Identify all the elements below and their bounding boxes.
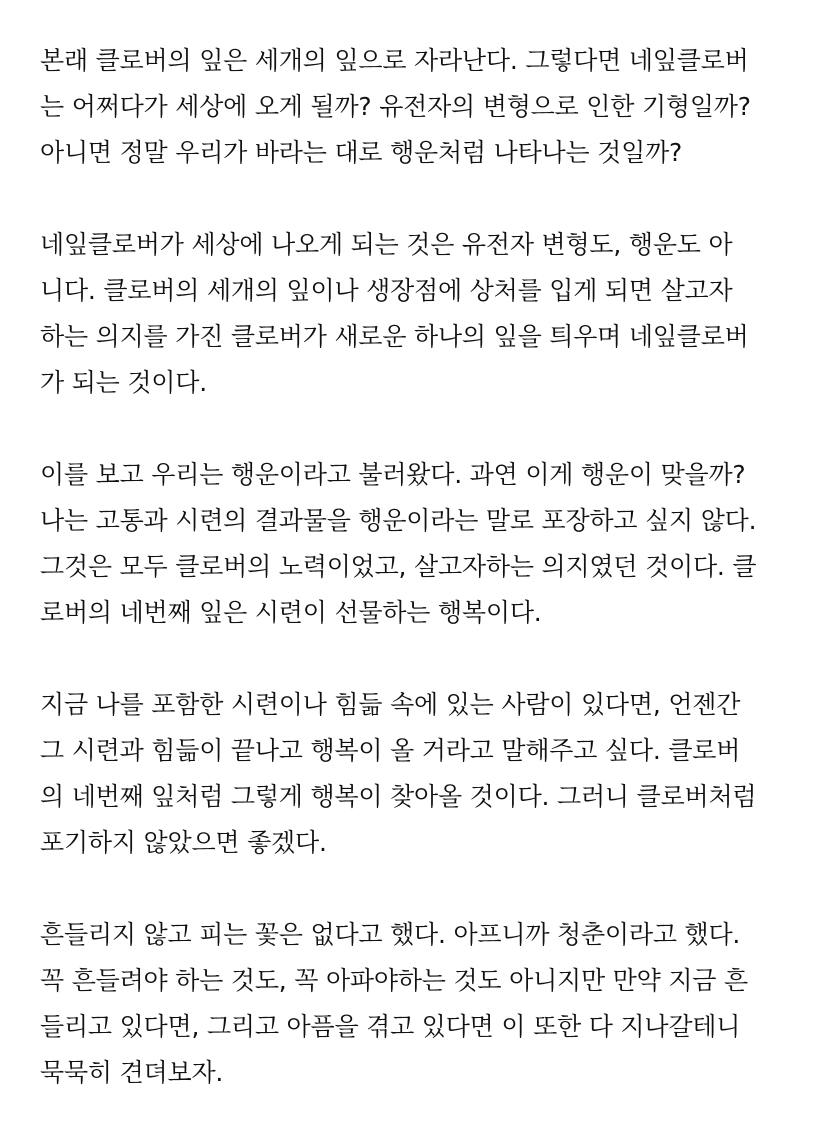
text-line: 들리고 있다면, 그리고 아픔을 겪고 있다면 이 또한 다 지나갈테니 <box>40 1012 741 1041</box>
paragraph-4 <box>40 682 800 866</box>
paragraph-5 <box>40 912 800 1096</box>
text-line: 는 어쩌다가 세상에 오게 될까? 유전자의 변형으로 인한 기형일까? <box>40 92 751 121</box>
paragraph-3 <box>40 452 800 636</box>
text-line: 하는 의지를 가진 클로버가 새로운 하나의 잎을 틔우며 네잎클로버 <box>40 322 749 351</box>
text-line: 본래 클로버의 잎은 세개의 잎으로 자라난다. 그렇다면 네잎클로버 <box>40 46 749 75</box>
paragraph-1 <box>40 38 800 176</box>
text-line: 묵묵히 견뎌보자. <box>40 1058 224 1087</box>
text-line: 그 시련과 힘듦이 끝나고 행복이 올 거라고 말해주고 싶다. 클로버 <box>40 736 741 765</box>
text-line: 의 네번째 잎처럼 그렇게 행복이 찾아올 것이다. 그러니 클로버처럼 <box>40 782 757 811</box>
text-line: 흔들리지 않고 피는 꽃은 없다고 했다. 아프니까 청춘이라고 했다. <box>40 920 741 949</box>
text-line: 포기하지 않았으면 좋겠다. <box>40 828 327 857</box>
article-body <box>40 38 800 1142</box>
text-line: 이를 보고 우리는 행운이라고 불러왔다. 과연 이게 행운이 맞을까? <box>40 460 746 489</box>
paragraph-2 <box>40 222 800 406</box>
text-line: 네잎클로버가 세상에 나오게 되는 것은 유전자 변형도, 행운도 아 <box>40 230 733 259</box>
text-line: 아니면 정말 우리가 바라는 대로 행운처럼 나타나는 것일까? <box>40 138 683 167</box>
text-line: 니다. 클로버의 세개의 잎이나 생장점에 상처를 입게 되면 살고자 <box>40 276 733 305</box>
text-line: 로버의 네번째 잎은 시련이 선물하는 행복이다. <box>40 598 542 627</box>
text-line: 지금 나를 포함한 시련이나 힘듦 속에 있는 사람이 있다면, 언젠간 <box>40 690 741 719</box>
text-line: 그것은 모두 클로버의 노력이었고, 살고자하는 의지였던 것이다. 클 <box>40 552 757 581</box>
text-line: 꼭 흔들려야 하는 것도, 꼭 아파야하는 것도 아니지만 만약 지금 흔 <box>40 966 748 995</box>
text-line: 가 되는 것이다. <box>40 368 207 397</box>
text-line: 나는 고통과 시련의 결과물을 행운이라는 말로 포장하고 싶지 않다. <box>40 506 757 535</box>
